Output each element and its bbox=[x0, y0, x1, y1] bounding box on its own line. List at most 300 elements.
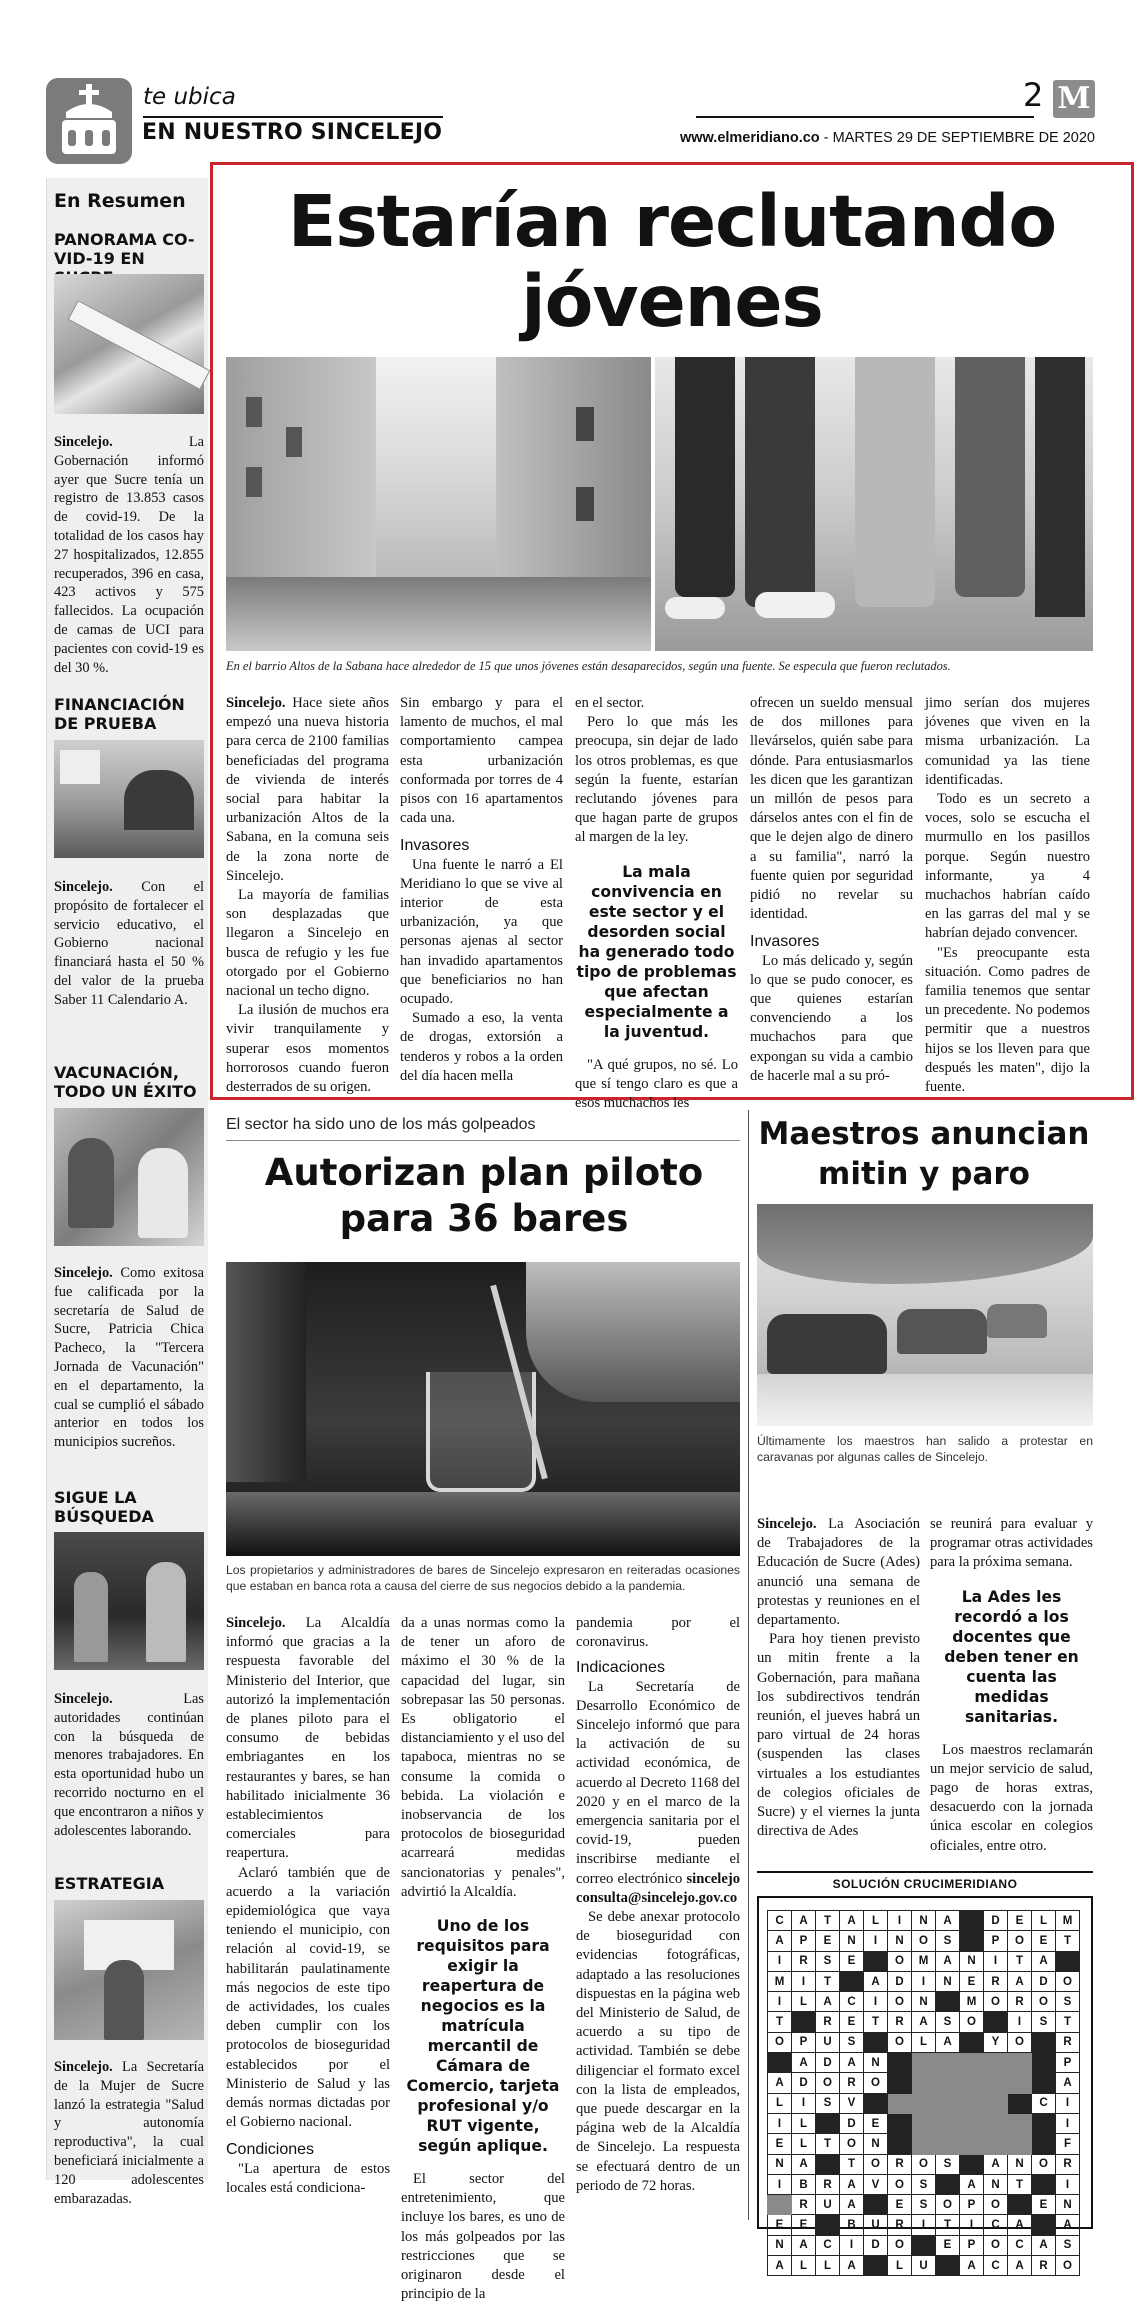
section-logo-badge bbox=[46, 78, 132, 164]
crossword-cell: O bbox=[1056, 2256, 1080, 2276]
crossword-cell bbox=[936, 2053, 960, 2073]
sidebar-lead: Sincelejo. bbox=[54, 1691, 113, 1707]
crossword-cell: O bbox=[984, 2235, 1008, 2255]
night-search-photo bbox=[54, 1532, 204, 1670]
crossword-cell: O bbox=[816, 2073, 840, 2093]
kicker-underline bbox=[143, 116, 443, 118]
crossword-cell: A bbox=[912, 2012, 936, 2032]
paragraph: La Secretaría de Desarrollo Económico de Sincelejo informó que para la activación de su actividad económica, de acuerdo al Decreto 1168 del 2020 y en el marco de la emergencia sanitaria por el covid-19, pueden inscribirse mediante el correo electrónico bbox=[576, 1678, 740, 1887]
crossword-cell: I bbox=[984, 1951, 1008, 1971]
sidebar-text-financiacion bbox=[54, 878, 204, 1010]
main-photo-caption: En el barrio Altos de la Sabana hace alrededor de 15 que unos jóvenes están desaparecidos, según una fuente. Se especula que fueron reclutados. bbox=[226, 659, 951, 673]
subhead-invasores: Invasores bbox=[400, 837, 470, 855]
crossword-cell: A bbox=[960, 2174, 984, 2194]
crossword-cell: O bbox=[864, 2154, 888, 2174]
crossword-cell: R bbox=[792, 2195, 816, 2215]
crossword-cell: I bbox=[792, 2093, 816, 2113]
sidebar-heading-line: VID-19 EN bbox=[54, 249, 145, 268]
crossword-cell bbox=[984, 2134, 1008, 2154]
crossword-cell bbox=[960, 2113, 984, 2133]
sidebar-body: Con el propósito de fortalecer el servicio educativo, el Gobierno nacional financiará hasta el 50 % del valor de la prueba Saber 11 Calendario A. bbox=[54, 879, 204, 1008]
crossword-cell: P bbox=[792, 2032, 816, 2052]
bars-col-1 bbox=[226, 1614, 390, 2198]
crossword-cell: T bbox=[816, 1971, 840, 1991]
bars-col-3 bbox=[576, 1614, 740, 2196]
crossword-cell: V bbox=[840, 2093, 864, 2113]
crossword-cell bbox=[1032, 2073, 1056, 2093]
crossword-cell: V bbox=[864, 2174, 888, 2194]
crossword-cell: Y bbox=[984, 2032, 1008, 2052]
crossword-cell bbox=[864, 2032, 888, 2052]
paragraph: La mayoría de familias son desplazadas que llegaron a Sincelejo en busca de refugio y les fue otorgado por el Gobierno nacional un techo digno. bbox=[226, 887, 389, 1000]
teachers-col-2 bbox=[930, 1515, 1093, 1856]
crossword-cell: L bbox=[792, 2113, 816, 2133]
crossword-cell: A bbox=[768, 2073, 792, 2093]
crossword-cell: B bbox=[840, 2215, 864, 2235]
sidebar-text-estrategia bbox=[54, 2058, 204, 2208]
crossword-cell: I bbox=[888, 1911, 912, 1931]
crossword-cell: U bbox=[816, 2032, 840, 2052]
apartment-buildings-photo bbox=[226, 357, 651, 651]
sidebar-heading-line: VACUNACIÓN, bbox=[54, 1063, 179, 1082]
teachers-headline-line2: mitin y paro bbox=[818, 1156, 1030, 1192]
crossword-cell: I bbox=[768, 1951, 792, 1971]
crossword-row bbox=[768, 2032, 1080, 2052]
crossword-row bbox=[768, 2073, 1080, 2093]
crossword-cell bbox=[816, 2154, 840, 2174]
bars-headline bbox=[214, 1150, 754, 1242]
crossword-cell: A bbox=[840, 2195, 864, 2215]
crossword-cell: S bbox=[936, 2012, 960, 2032]
main-col-1 bbox=[226, 694, 389, 1097]
crossword-cell: C bbox=[984, 2215, 1008, 2235]
crossword-cell: A bbox=[840, 1911, 864, 1931]
crossword-title: SOLUCIÓN CRUCIMERIDIANO bbox=[832, 1877, 1018, 1891]
dateline: Sincelejo. bbox=[226, 1615, 286, 1631]
crossword-cell: O bbox=[912, 2154, 936, 2174]
sidebar-heading-financiacion bbox=[54, 695, 206, 733]
crossword-cell: O bbox=[840, 2134, 864, 2154]
crossword-cell bbox=[888, 2073, 912, 2093]
crossword-cell: L bbox=[864, 1911, 888, 1931]
teachers-headline bbox=[752, 1114, 1096, 1194]
sidebar-title: En Resumen bbox=[54, 190, 186, 212]
crossword-cell: I bbox=[768, 2174, 792, 2194]
crossword-cell bbox=[912, 2053, 936, 2073]
crossword-row bbox=[768, 1931, 1080, 1951]
crossword-cell: E bbox=[1032, 1931, 1056, 1951]
crossword-cell: U bbox=[816, 2195, 840, 2215]
paragraph: Se debe anexar protocolo de bioseguridad con evidencias fotográficas, adaptado a las resoluciones dispuestas en la página web del Ministerio de Salud, de acuerdo a su tipo de actividad. También se debe diligenciar el formato excel con la lista de empleados, que puede descargar en la página web de la Alcaldía de Sincelejo. La respuesta se efectuará dentro de un periodo de 72 horas. bbox=[576, 1909, 740, 2194]
crossword-cell: N bbox=[936, 1971, 960, 1991]
crossword-cell bbox=[936, 2134, 960, 2154]
main-col-5 bbox=[925, 694, 1090, 1097]
crossword-cell: A bbox=[792, 2154, 816, 2174]
paragraph: Una fuente le narró a El Meridiano lo que se vive al interior de esta urbanización, ya que personas ajenas al sector han invadido apartamentos que beneficiarios no han ocupado. bbox=[400, 856, 563, 1008]
subhead-invasores-2: Invasores bbox=[750, 933, 820, 951]
crossword-cell: R bbox=[888, 2012, 912, 2032]
teachers-caravan-photo bbox=[757, 1204, 1093, 1426]
crossword-row bbox=[768, 2154, 1080, 2174]
sidebar-text-vacunacion bbox=[54, 1264, 204, 1452]
crossword-cell: P bbox=[984, 1931, 1008, 1951]
crossword-cell bbox=[1032, 2134, 1056, 2154]
sidebar-heading-line: PANORAMA CO- bbox=[54, 230, 195, 249]
crossword-cell: N bbox=[912, 1911, 936, 1931]
sidebar-heading-line: ESTRATEGIA bbox=[54, 1874, 165, 1893]
paragraph: Todo es un secreto a voces, solo se escucha el murmullo en los pasillos porque. Según nuestro informante, ya 4 muchachos habrían caído en las garras del mal y se habrían dejado convencer. bbox=[925, 791, 1090, 942]
crossword-cell: A bbox=[816, 1992, 840, 2012]
crossword-cell: E bbox=[888, 2195, 912, 2215]
crossword-cell: N bbox=[960, 1951, 984, 1971]
crossword-cell: N bbox=[840, 1931, 864, 1951]
crossword-cell: T bbox=[816, 1911, 840, 1931]
crossword-cell bbox=[912, 2093, 936, 2113]
crossword-cell: B bbox=[792, 2174, 816, 2194]
section-kicker: te ubica bbox=[143, 84, 236, 110]
sidebar-heading-line: DE PRUEBA bbox=[54, 714, 157, 733]
crossword-cell bbox=[960, 2073, 984, 2093]
crossword-cell: S bbox=[840, 2032, 864, 2052]
crossword-cell: S bbox=[1056, 1992, 1080, 2012]
crossword-cell bbox=[1032, 2215, 1056, 2235]
crossword-cell: E bbox=[768, 2134, 792, 2154]
dateline: Sincelejo. bbox=[757, 1516, 817, 1532]
main-col-3 bbox=[575, 694, 738, 1113]
crossword-cell: A bbox=[840, 2256, 864, 2276]
crossword-cell: T bbox=[864, 2012, 888, 2032]
crossword-cell: M bbox=[912, 1951, 936, 1971]
teachers-headline-line1: Maestros anuncian bbox=[758, 1116, 1090, 1152]
crossword-cell: T bbox=[816, 2134, 840, 2154]
sidebar-heading-busqueda bbox=[54, 1488, 206, 1526]
paragraph: Para hoy tienen previsto un mitin frente a la Gobernación, para mañana los subdirectivos tendrán reunión, el jueves habrá un paro virtual de 24 horas (suspenden las clases virtuales a los estudiantes de colegios oficiales de Sucre) y el viernes la junta directiva de Ades bbox=[757, 1631, 920, 1840]
crossword-cell: O bbox=[936, 2195, 960, 2215]
crossword-cell: O bbox=[888, 2032, 912, 2052]
covid-test-photo bbox=[54, 274, 204, 414]
paragraph: Pero lo que más les preocupa, sin dejar de lado los otros problemas, es que según la fuente, estarían reclutando jóvenes para que hagan parte de grupos al margen de la ley. bbox=[575, 714, 738, 846]
crossword-cell: D bbox=[1032, 1971, 1056, 1991]
crossword-cell: A bbox=[840, 2174, 864, 2194]
paragraph: "A qué grupos, no sé. Lo que sí tengo claro es que a esos muchachos les bbox=[575, 1056, 738, 1112]
crossword-cell: L bbox=[888, 2256, 912, 2276]
crossword-cell: C bbox=[768, 1911, 792, 1931]
crossword-cell: E bbox=[864, 2113, 888, 2133]
crossword-cell: E bbox=[792, 2215, 816, 2235]
crossword-row bbox=[768, 2256, 1080, 2276]
crossword-cell: R bbox=[1008, 1992, 1032, 2012]
crossword-cell bbox=[888, 2053, 912, 2073]
crossword-cell bbox=[960, 2134, 984, 2154]
crossword-rule bbox=[757, 1871, 1093, 1873]
crossword-cell: A bbox=[792, 2235, 816, 2255]
logo-letter: M bbox=[1057, 81, 1091, 116]
sidebar-lead: Sincelejo. bbox=[54, 2059, 113, 2075]
crossword-cell: A bbox=[864, 1971, 888, 1991]
crossword-cell: D bbox=[888, 1971, 912, 1991]
crossword-row bbox=[768, 2113, 1080, 2133]
sidebar-heading-estrategia bbox=[54, 1874, 206, 1893]
header-rule bbox=[696, 116, 1034, 118]
crossword-cell: R bbox=[1056, 2154, 1080, 2174]
crossword-cell bbox=[1008, 2134, 1032, 2154]
teachers-col-1 bbox=[757, 1515, 920, 1841]
crossword-cell: O bbox=[1056, 1971, 1080, 1991]
crossword-row bbox=[768, 1951, 1080, 1971]
crossword-cell: D bbox=[984, 1911, 1008, 1931]
crossword-cell: E bbox=[936, 2235, 960, 2255]
crossword-cell: M bbox=[768, 1971, 792, 1991]
crossword-row bbox=[768, 2134, 1080, 2154]
bars-photo-caption: Los propietarios y administradores de bares de Sincelejo expresaron en reiteradas ocasiones que estaban en banca rota a causa del cierre de sus negocios debido a la pandemia. bbox=[226, 1563, 740, 1593]
crossword-cell: R bbox=[1032, 2256, 1056, 2276]
crossword-cell: O bbox=[1032, 1992, 1056, 2012]
paragraph: Los maestros reclamarán un mejor servicio de salud, pago de horas extras, desacuerdo con la jornada única escolar en colegios oficiales, entre otro. bbox=[930, 1741, 1093, 1854]
crossword-row bbox=[768, 2093, 1080, 2113]
crossword-cell bbox=[984, 2073, 1008, 2093]
crossword-cell bbox=[912, 2113, 936, 2133]
paragraph: se reunirá para evaluar y programar otras actividades para la próxima semana. bbox=[930, 1516, 1093, 1571]
sidebar-lead: Sincelejo. bbox=[54, 434, 113, 450]
sidebar-text-panorama bbox=[54, 433, 204, 677]
crossword-cell: C bbox=[1008, 2235, 1032, 2255]
young-men-photo bbox=[655, 357, 1093, 651]
crossword-cell: O bbox=[864, 2073, 888, 2093]
bartender-photo bbox=[226, 1262, 740, 1556]
pull-quote: Uno de los requisitos para exigir la reapertura de negocios es la matrícula mercantil de Cámara de Comercio, tarjeta profesional y/o RUT vigente, según aplique. bbox=[406, 1917, 560, 2156]
crossword-row bbox=[768, 2195, 1080, 2215]
crossword-cell bbox=[840, 1971, 864, 1991]
crossword-row bbox=[768, 1971, 1080, 1991]
crossword-cell: I bbox=[912, 1971, 936, 1991]
crossword-cell bbox=[936, 2256, 960, 2276]
website[interactable]: www.elmeridiano.co bbox=[680, 130, 820, 146]
crossword-cell: N bbox=[1008, 2154, 1032, 2174]
crossword-cell: R bbox=[984, 1971, 1008, 1991]
crossword-cell: N bbox=[1056, 2195, 1080, 2215]
crossword-cell: E bbox=[768, 2215, 792, 2235]
crossword-cell bbox=[984, 2113, 1008, 2133]
crossword-cell bbox=[864, 2093, 888, 2113]
crossword-cell: A bbox=[792, 2053, 816, 2073]
crossword-cell: T bbox=[768, 2012, 792, 2032]
paragraph: La Alcaldía informó que gracias a la respuesta favorable del Ministerio del Interior, que autorizó la implementación de planes piloto para el consumo de bebidas embriagantes en los restaurantes y bares, se han habilitado inicialmente 36 establecimientos comerciales para reapertura. bbox=[226, 1615, 390, 1862]
crossword-cell bbox=[960, 2093, 984, 2113]
page-number: 2 bbox=[1023, 76, 1044, 114]
crossword-cell bbox=[960, 2032, 984, 2052]
paragraph: da a unas normas como la de tener un aforo de máximo el 30 % de la capacidad del lugar, sin sobrepasar las 50 personas. Es obligatorio el distanciamiento y el uso del tapaboca, mientras no se consume la comida o bebida. La violación e inobservancia de los protocolos de bioseguridad acarreará medidas sancionatorias y penales", advirtió la Alcaldía. bbox=[401, 1615, 565, 1900]
crossword-cell: I bbox=[1056, 2174, 1080, 2194]
sidebar-body: Como exitosa fue calificada por la secretaría de Salud de Sucre, Patricia Chica Pacheco, la "Tercera Jornada de Vacunación" en el departamento, la cual se cumplió el sábado anterior en todos los municipios sucreños. bbox=[54, 1265, 204, 1451]
crossword-cell: I bbox=[960, 2215, 984, 2235]
crossword-cell: I bbox=[864, 1931, 888, 1951]
crossword-cell: S bbox=[912, 2174, 936, 2194]
teachers-photo-caption: Últimamente los maestros han salido a protestar en caravanas por algunas calles de Sincelejo. bbox=[757, 1434, 1093, 1464]
crossword-cell bbox=[1032, 2032, 1056, 2052]
paragraph: Lo más delicado y, según lo que se pudo conocer, es que quienes estarían convenciendo a los muchachos para que expongan su vida a cambio de hacerle mal a su pró- bbox=[750, 952, 913, 1084]
dateline: Sincelejo. bbox=[226, 695, 286, 711]
crossword-cell: R bbox=[1056, 2032, 1080, 2052]
sidebar-body: La Gobernación informó ayer que Sucre tenía un registro de 13.853 casos de covid-19. De la totalidad de los casos hay 27 hospitalizados, 12.855 recuperados, 396 en casa, 423 activos y 575 fallecidos. La ocupación de camas de UCI para pacientes con covid-19 es del 30 %. bbox=[54, 434, 204, 676]
crossword-cell: S bbox=[1032, 2012, 1056, 2032]
sidebar-lead: Sincelejo. bbox=[54, 1265, 113, 1281]
crossword-cell bbox=[792, 2012, 816, 2032]
bars-kicker-rule bbox=[226, 1140, 740, 1141]
paragraph: en el sector. bbox=[575, 695, 645, 711]
crossword-cell: N bbox=[768, 2154, 792, 2174]
paragraph: jimo serían dos mujeres jóvenes que viven en la misma urbanización. La comunidad ya las tiene identificadas. bbox=[925, 695, 1090, 788]
crossword-cell bbox=[984, 2012, 1008, 2032]
crossword-grid bbox=[767, 1910, 1080, 2276]
crossword-row bbox=[768, 1911, 1080, 1931]
crossword-cell bbox=[936, 2093, 960, 2113]
paragraph: El sector del entretenimiento, que incluye los bares, es uno de los más golpeados por las restricciones que se originaron desde el principio de la bbox=[401, 2171, 565, 2303]
exam-students-photo bbox=[54, 740, 204, 858]
crossword-row bbox=[768, 1992, 1080, 2012]
crossword-cell: U bbox=[864, 2215, 888, 2235]
crossword-cell: S bbox=[816, 1951, 840, 1971]
crossword-cell: A bbox=[768, 2256, 792, 2276]
crossword-cell: O bbox=[1008, 1931, 1032, 1951]
crossword-cell: N bbox=[912, 1992, 936, 2012]
website-date-line: www.elmeridiano.co - MARTES 29 DE SEPTIEMBRE DE 2020 bbox=[680, 130, 1095, 146]
crossword-cell: A bbox=[1056, 2215, 1080, 2235]
crossword-cell: N bbox=[984, 2174, 1008, 2194]
crossword-cell: T bbox=[1056, 1931, 1080, 1951]
main-headline bbox=[214, 182, 1130, 342]
crossword-cell: I bbox=[768, 2113, 792, 2133]
crossword-cell bbox=[936, 1992, 960, 2012]
crossword-cell bbox=[984, 2053, 1008, 2073]
sidebar-text-busqueda bbox=[54, 1690, 204, 1840]
paragraph: pandemia por el coronavirus. bbox=[576, 1615, 740, 1651]
crossword-cell: N bbox=[888, 1931, 912, 1951]
crossword-cell bbox=[912, 2073, 936, 2093]
crossword-cell: C bbox=[984, 2256, 1008, 2276]
sidebar-heading-line: TODO UN ÉXITO bbox=[54, 1082, 197, 1101]
crossword-cell: I bbox=[912, 2215, 936, 2235]
paragraph: Sin embargo y para el lamento de muchos, el mal comportamiento campea esta urbanización conformada por torres de 4 pisos con 16 apartamentos cada una. bbox=[400, 695, 563, 827]
crossword-cell: R bbox=[888, 2154, 912, 2174]
church-icon bbox=[46, 78, 132, 164]
crossword-cell: A bbox=[1008, 1971, 1032, 1991]
crossword-row bbox=[768, 2012, 1080, 2032]
crossword-cell: C bbox=[1032, 2093, 1056, 2113]
sidebar-heading-line: BÚSQUEDA bbox=[54, 1507, 154, 1526]
crossword-cell bbox=[1008, 2093, 1032, 2113]
crossword-cell: R bbox=[840, 2073, 864, 2093]
crossword-cell: R bbox=[816, 2012, 840, 2032]
strategy-event-photo bbox=[54, 1900, 204, 2040]
main-headline-line2: jóvenes bbox=[521, 260, 823, 343]
crossword-row bbox=[768, 2053, 1080, 2073]
crossword-cell bbox=[768, 2195, 792, 2215]
crossword-cell bbox=[936, 2113, 960, 2133]
crossword-cell: A bbox=[1008, 2215, 1032, 2235]
crossword-cell: S bbox=[816, 2093, 840, 2113]
crossword-cell: E bbox=[840, 2012, 864, 2032]
crossword-cell: T bbox=[1008, 1951, 1032, 1971]
crossword-cell bbox=[864, 2256, 888, 2276]
sidebar-heading-line: FINANCIACIÓN bbox=[54, 695, 185, 714]
crossword-cell bbox=[1008, 2073, 1032, 2093]
crossword-cell bbox=[912, 2235, 936, 2255]
crossword-cell bbox=[936, 2073, 960, 2093]
crossword-cell: O bbox=[960, 2012, 984, 2032]
crossword-cell: O bbox=[912, 1931, 936, 1951]
vaccination-photo bbox=[54, 1108, 204, 1246]
crossword-cell: O bbox=[768, 2032, 792, 2052]
crossword-cell: P bbox=[1056, 2053, 1080, 2073]
crossword-cell: O bbox=[1008, 2032, 1032, 2052]
crossword-cell: M bbox=[1056, 1911, 1080, 1931]
crossword-cell: E bbox=[1008, 1911, 1032, 1931]
sidebar-lead: Sincelejo. bbox=[54, 879, 113, 895]
crossword-cell bbox=[816, 2215, 840, 2235]
crossword-cell: A bbox=[936, 2032, 960, 2052]
crossword-cell: L bbox=[1032, 1911, 1056, 1931]
crossword-cell: D bbox=[792, 2073, 816, 2093]
crossword-cell: T bbox=[1008, 2174, 1032, 2194]
paragraph: "La apertura de estos locales está condiciona- bbox=[226, 2160, 390, 2196]
crossword-cell: S bbox=[912, 2195, 936, 2215]
crossword-cell: D bbox=[840, 2113, 864, 2133]
paragraph: Sumado a eso, la venta de drogas, extorsión a tenderos y robos a la orden del día hacen mella bbox=[400, 1010, 563, 1084]
crossword-row bbox=[768, 2215, 1080, 2235]
crossword-cell: O bbox=[888, 2235, 912, 2255]
bars-headline-line1: Autorizan plan piloto bbox=[264, 1151, 704, 1194]
email-link[interactable]: sincelejoconsulta@sincelejo.gov.co bbox=[576, 1870, 740, 1906]
sidebar-body: Las autoridades continúan con la búsqueda de menores trabajadores. En esta oportunidad hubo un recorrido nocturno en el que encontraron a niños y adolescentes laborando. bbox=[54, 1691, 204, 1839]
sidebar-body: La Secretaría de la Mujer de Sucre lanzó la estrategia "Salud y autonomía reproductiva", la cual beneficiará inicialmente a 120 adolescentes embarazadas. bbox=[54, 2059, 204, 2207]
crossword-cell: C bbox=[816, 2235, 840, 2255]
crossword-cell: T bbox=[936, 2215, 960, 2235]
crossword-cell: P bbox=[960, 2235, 984, 2255]
crossword-cell: A bbox=[984, 2154, 1008, 2174]
crossword-cell: N bbox=[768, 2235, 792, 2255]
crossword-cell: N bbox=[864, 2053, 888, 2073]
crossword-cell: A bbox=[1032, 1951, 1056, 1971]
paragraph: La ilusión de muchos era vivir tranquilamente y superar esos momentos horrorosos cuando fueron desterrados de su origen. bbox=[226, 1002, 389, 1096]
crossword-cell: S bbox=[936, 2154, 960, 2174]
crossword-cell: S bbox=[936, 1931, 960, 1951]
paragraph: Hace siete años empezó una nueva historia para cerca de 2100 familias beneficiadas del programa de vivienda de interés social para habitar la urbanización Altos de la Sabana, en la comuna seis de la zona norte de Sincelejo. bbox=[226, 695, 390, 884]
crossword-cell bbox=[984, 2093, 1008, 2113]
crossword-cell bbox=[1056, 1951, 1080, 1971]
crossword-cell: T bbox=[1056, 2012, 1080, 2032]
crossword-cell bbox=[864, 2195, 888, 2215]
crossword-cell: E bbox=[1032, 2195, 1056, 2215]
crossword-cell bbox=[888, 2093, 912, 2113]
newspaper-logo bbox=[1053, 80, 1095, 118]
crossword-cell: L bbox=[768, 2093, 792, 2113]
crossword-cell bbox=[1032, 2174, 1056, 2194]
crossword-cell bbox=[816, 2113, 840, 2133]
crossword-cell: L bbox=[792, 2134, 816, 2154]
column-divider bbox=[748, 1110, 749, 2220]
crossword-cell: E bbox=[960, 1971, 984, 1991]
sidebar bbox=[46, 178, 208, 2207]
crossword-cell: O bbox=[984, 1992, 1008, 2012]
crossword-cell: A bbox=[768, 1931, 792, 1951]
crossword-cell bbox=[864, 1951, 888, 1971]
crossword-cell bbox=[960, 1931, 984, 1951]
crossword-cell bbox=[960, 1911, 984, 1931]
crossword-cell: T bbox=[840, 2154, 864, 2174]
crossword-cell: O bbox=[888, 2174, 912, 2194]
crossword-cell: S bbox=[1056, 2235, 1080, 2255]
bars-kicker: El sector ha sido uno de los más golpeados bbox=[226, 1116, 536, 1133]
